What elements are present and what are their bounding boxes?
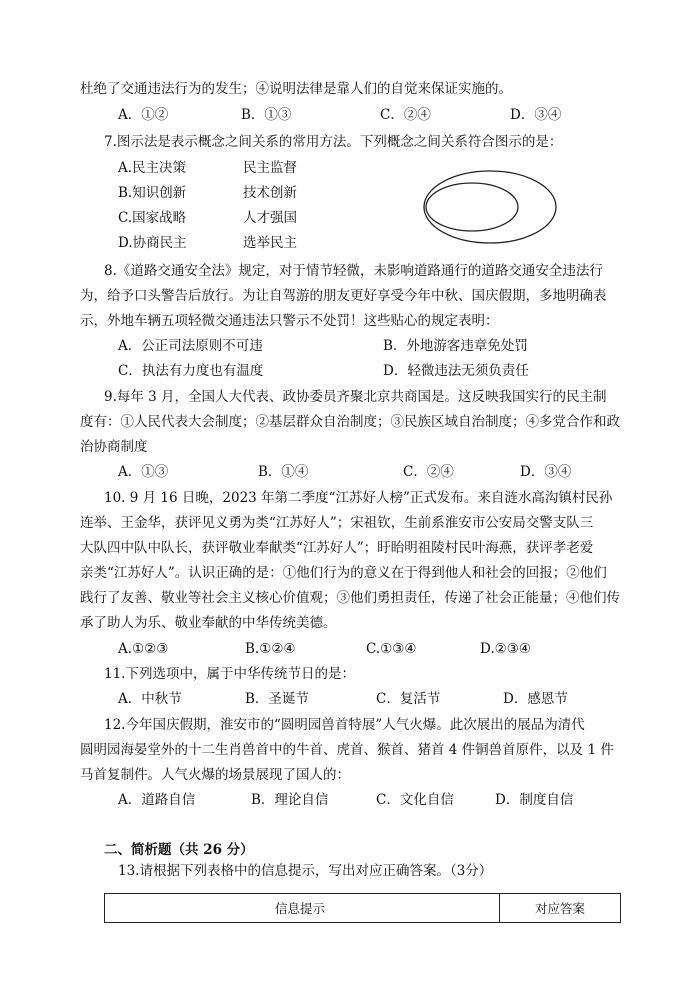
q7-stem: 7.图示法是表示概念之间关系的常用方法。下列概念之间关系符合图示的是： bbox=[104, 134, 563, 150]
q10-stem-1: 10. 9 月 16 日晚，2023 年第二季度“江苏好人榜”正式发布。来自涟水高沟镇村民孙 bbox=[104, 490, 613, 506]
q8-stem-2: 为，给予口头警告后放行。为让自驾游的朋友更好享受今年中秋、国庆假期，多地明确表 bbox=[80, 288, 607, 304]
q7-option-d: D.协商民主 bbox=[118, 235, 187, 251]
section-2-heading: 二、简析题（共 26 分） bbox=[104, 842, 254, 858]
q6-option-a: A．①② bbox=[118, 107, 169, 123]
q10-stem-4: 亲类“江苏好人”。认识正确的是：①他们行为的意义在于得到他人和社会的回报；②他们 bbox=[80, 565, 607, 581]
q9-option-a: A．①③ bbox=[118, 464, 169, 480]
q12-stem-2: 圆明园海晏堂外的十二生肖兽首中的牛首、虎首、猴首、猪首 4 件铜兽首原件，以及 1 件 bbox=[80, 742, 614, 758]
q9-option-b: B．①④ bbox=[258, 464, 309, 480]
q8-option-d: D．轻微违法无须负责任 bbox=[383, 363, 529, 379]
nested-ellipses-diagram bbox=[420, 167, 560, 247]
q6-option-b: B．①③ bbox=[241, 107, 292, 123]
inner-ellipse bbox=[426, 183, 518, 231]
q10-option-a: A.①②③ bbox=[118, 641, 169, 657]
q12-stem-1: 12.今年国庆假期，淮安市的“圆明园兽首特展”人气火爆。此次展出的展品为清代 bbox=[104, 717, 585, 733]
table-header-answer: 对应答案 bbox=[535, 901, 586, 916]
q12-option-c: C．文化自信 bbox=[376, 792, 454, 808]
q7-option-a-pair: 民主监督 bbox=[243, 160, 297, 176]
q11-option-c: C．复活节 bbox=[376, 691, 441, 707]
q10-stem-3: 大队四中队中队长，获评敬业奉献类“江苏好人”；盱眙明祖陵村民叶海燕，获评孝老爱 bbox=[80, 540, 594, 556]
q8-option-a: A．公正司法原则不可违 bbox=[118, 338, 263, 354]
q10-option-d: D.②③④ bbox=[480, 641, 531, 657]
q13-stem: 13.请根据下列表格中的信息提示，写出对应正确答案。（3分） bbox=[118, 863, 493, 879]
q11-option-a: A．中秋节 bbox=[118, 691, 182, 707]
table-header-info: 信息提示 bbox=[275, 901, 326, 916]
q10-stem-2: 连举、王金华，获评见义勇为类“江苏好人”；宋祖钦，生前系淮安市公安局交警支队三 bbox=[80, 515, 594, 531]
outer-ellipse bbox=[424, 171, 556, 243]
q7-option-b: B.知识创新 bbox=[118, 185, 187, 201]
q11-option-b: B．圣诞节 bbox=[245, 691, 309, 707]
q8-option-b: B．外地游客违章免处罚 bbox=[383, 338, 528, 354]
q7-option-c: C.国家战略 bbox=[118, 210, 187, 226]
q8-option-c: C．执法有力度也有温度 bbox=[118, 363, 264, 379]
q6-text-tail: 杜绝了交通违法行为的发生；④说明法律是靠人们的自觉来保证实施的。 bbox=[80, 81, 512, 97]
q7-option-a: A.民主决策 bbox=[118, 160, 187, 176]
q12-option-d: D．制度自信 bbox=[495, 792, 574, 808]
answer-table-header bbox=[104, 893, 621, 923]
q9-option-c: C．②④ bbox=[403, 464, 454, 480]
q11-option-d: D．感恩节 bbox=[503, 691, 568, 707]
q11-stem: 11.下列选项中，属于中华传统节日的是： bbox=[104, 666, 355, 682]
q12-stem-3: 马首复制件。人气火爆的场景展现了国人的： bbox=[80, 767, 350, 783]
q10-option-b: B.①②④ bbox=[245, 641, 296, 657]
q10-option-c: C.①③④ bbox=[366, 641, 417, 657]
q8-stem-3: 示，外地车辆五项轻微交通违法只警示不处罚！这些贴心的规定表明： bbox=[80, 313, 499, 329]
q6-option-c: C．②④ bbox=[380, 107, 431, 123]
q10-stem-5: 践行了友善、敬业等社会主义核心价值观；③他们勇担责任，传递了社会正能量；④他们传 bbox=[80, 590, 620, 606]
q7-option-b-pair: 技术创新 bbox=[243, 185, 297, 201]
q9-stem-2: 度有：①人民代表大会制度；②基层群众自治制度；③民族区域自治制度；④多党合作和政 bbox=[80, 414, 620, 430]
q9-stem-1: 9.每年 3 月，全国人大代表、政协委员齐聚北京共商国是。这反映我国实行的民主制 bbox=[104, 389, 607, 405]
q10-stem-6: 承了助人为乐、敬业奉献的中华传统美德。 bbox=[80, 615, 337, 631]
table-divider bbox=[499, 894, 500, 922]
q7-option-d-pair: 选举民主 bbox=[243, 235, 297, 251]
q9-stem-3: 治协商制度 bbox=[80, 439, 148, 455]
q6-option-d: D．③④ bbox=[510, 107, 562, 123]
q8-stem-1: 8.《道路交通安全法》规定，对于情节轻微，未影响道路通行的道路交通安全违法行 bbox=[104, 263, 603, 279]
q9-option-d: D．③④ bbox=[520, 464, 572, 480]
q12-option-b: B．理论自信 bbox=[251, 792, 329, 808]
q7-option-c-pair: 人才强国 bbox=[243, 210, 297, 226]
q12-option-a: A．道路自信 bbox=[118, 792, 196, 808]
